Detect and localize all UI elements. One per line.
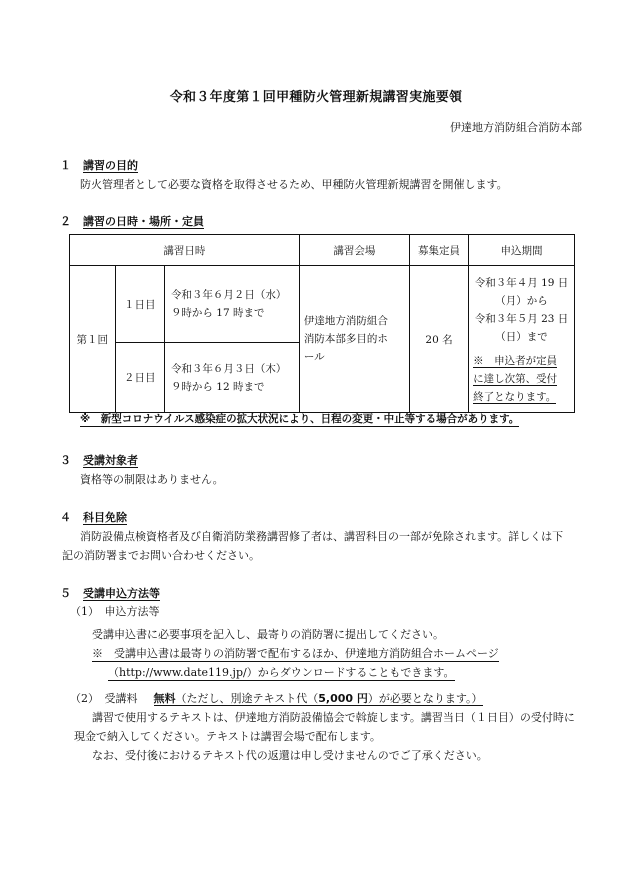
session-cell: 第１回 <box>70 266 116 413</box>
section-title: 受講対象者 <box>83 454 138 467</box>
table-header-row <box>70 235 575 266</box>
section-number: ２ <box>60 215 71 228</box>
section-number: １ <box>60 159 71 172</box>
item-2-body-line2: 現金で納入してください。テキストは講習会場で配布します。 <box>74 730 381 743</box>
fee-note-a: （ただし、別途テキスト代（ <box>175 692 319 705</box>
header-venue: 講習会場 <box>299 235 409 266</box>
venue-line: 消防本部多目的ホ <box>303 333 388 345</box>
header-period: 申込期間 <box>469 235 575 266</box>
fee-free: 無料 <box>153 692 176 705</box>
section-3-heading <box>60 452 138 468</box>
section-1-heading <box>60 157 138 173</box>
period-cell <box>469 266 575 413</box>
period-line: 令和３年４月 19 日 <box>474 277 569 289</box>
section-number: ４ <box>60 511 71 524</box>
section-title: 科目免除 <box>83 511 127 524</box>
item-1-note-line1: ※ 受講申込書は最寄りの消防署で配布するほか、伊達地方消防組合ホームページ <box>92 647 499 660</box>
section-title: 受講申込方法等 <box>83 587 160 600</box>
day2-datetime <box>164 343 299 413</box>
venue-line: ール <box>303 351 325 363</box>
item-1-note-line2: （http://www.date119.jp/）からダウンロードすることもできます。 <box>108 666 455 679</box>
day1-time: ９時から 17 時まで <box>170 307 265 319</box>
item-2-body-line1: 講習で使用するテキストは、伊達地方消防設備協会で斡旋します。講習当日（１日目）の受付時に <box>92 711 575 724</box>
day1-date: 令和３年６月２日（水） <box>170 289 287 301</box>
period-note <box>469 352 574 406</box>
schedule-table <box>69 234 575 413</box>
item-2-body-line3: なお、受付後におけるテキスト代の返還は申し受けませんのでご了承ください。 <box>92 749 488 762</box>
venue-cell <box>299 266 409 413</box>
section-4-heading <box>60 509 127 525</box>
period-note-line: に達し次第、受付 <box>473 373 558 385</box>
item-2-row <box>70 690 483 706</box>
day1-label: １日目 <box>115 266 164 343</box>
period-line: （月）から <box>495 295 548 307</box>
issuer: 伊達地方消防組合消防本部 <box>450 121 582 134</box>
item-2-label: （2） 受講料 <box>70 692 138 705</box>
section-number: ５ <box>60 587 71 600</box>
section-title: 講習の日時・場所・定員 <box>83 215 204 228</box>
capacity-cell: 20 名 <box>409 266 468 413</box>
day1-datetime <box>164 266 299 343</box>
section-5-heading <box>60 585 160 601</box>
day2-label: ２日目 <box>115 343 164 413</box>
section-4-body-line1: 消防設備点検資格者及び自衛消防業務講習修了者は、講習科目の一部が免除されます。詳しくは下 <box>80 530 564 543</box>
header-capacity: 募集定員 <box>409 235 468 266</box>
item-1-body: 受講申込書に必要事項を記入し、最寄りの消防署に提出してください。 <box>92 628 444 641</box>
section-4-body-line2: 記の消防署までお問い合わせください。 <box>62 549 260 562</box>
covid-warning: ※ 新型コロナウイルス感染症の拡大状況により、日程の変更・中止等する場合があります。 <box>80 413 520 425</box>
period-line: （日）まで <box>495 331 548 343</box>
period-line: 令和３年５月 23 日 <box>474 313 569 325</box>
section-title: 講習の目的 <box>83 159 138 172</box>
header-schedule: 講習日時 <box>70 235 300 266</box>
section-number: ３ <box>60 454 71 467</box>
document-title: 令和３年度第１回甲種防火管理新規講習実施要領 <box>169 90 463 105</box>
period-note-line: 終了となります。 <box>473 391 557 403</box>
fee-note-b: ）が必要となります。） <box>367 692 483 705</box>
item-1-label: （1） 申込方法等 <box>70 605 160 618</box>
day2-time: ９時から 12 時まで <box>170 380 265 393</box>
section-3-body: 資格等の制限はありません。 <box>80 473 224 486</box>
period-note-line: ※ 申込者が定員 <box>473 355 558 367</box>
table-row-day1 <box>70 266 575 343</box>
day2-date: 令和３年６月３日（木） <box>170 362 287 375</box>
fee-amount: 5,000 円 <box>318 692 368 705</box>
venue-line: 伊達地方消防組合 <box>303 315 388 327</box>
section-1-body: 防火管理者として必要な資格を取得させるため、甲種防火管理新規講習を開催します。 <box>80 178 508 191</box>
section-2-heading <box>60 213 204 229</box>
